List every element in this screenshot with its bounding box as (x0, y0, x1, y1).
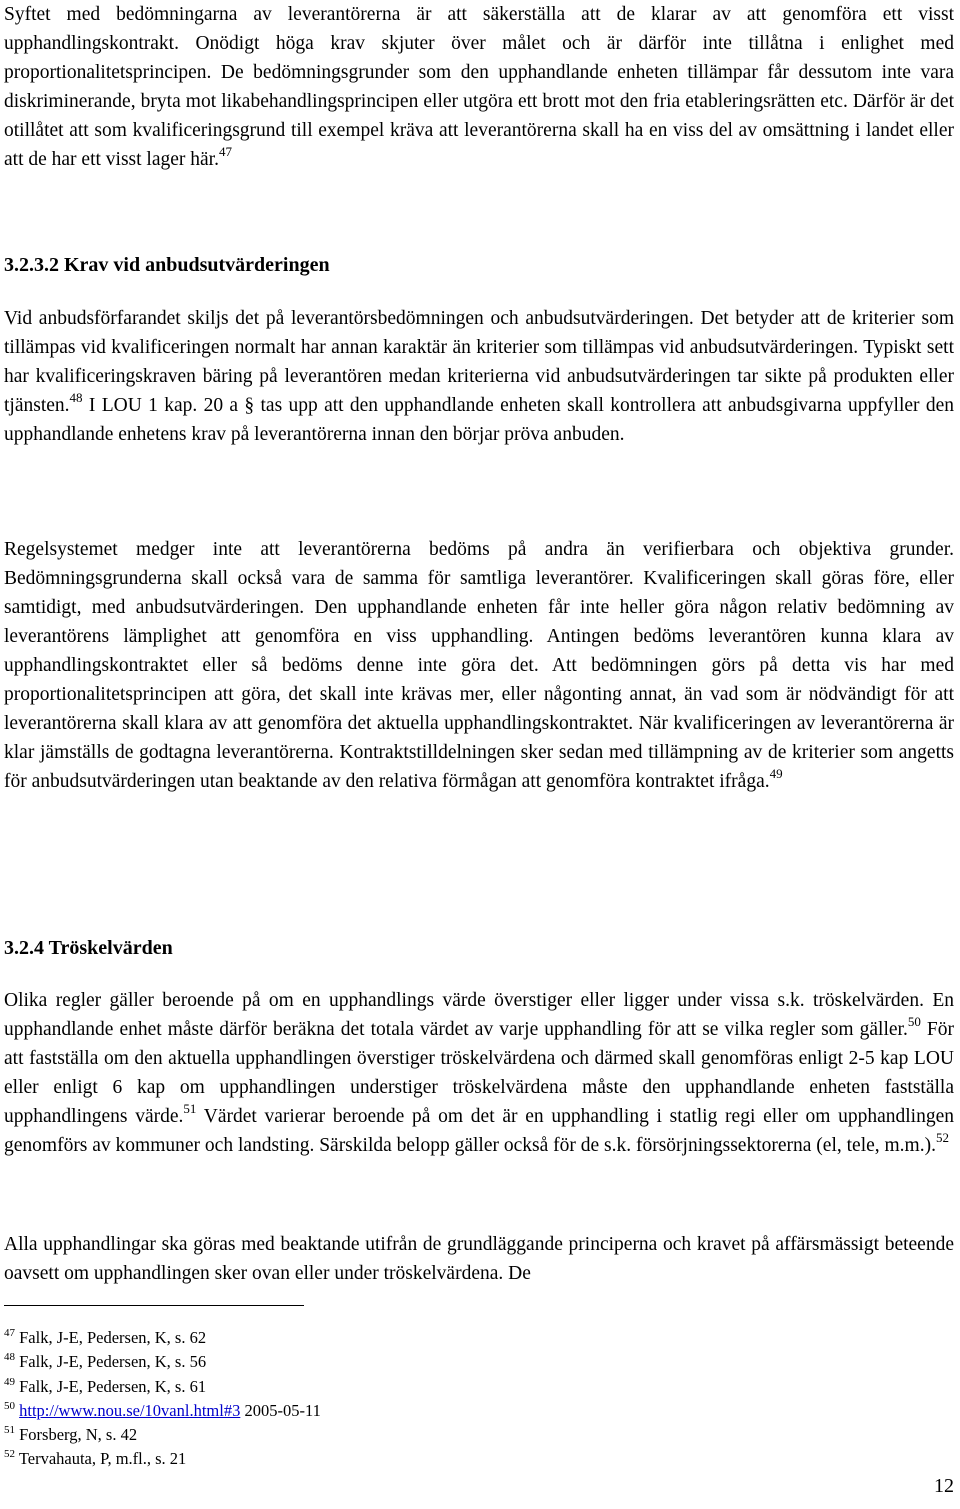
paragraph-text: Regelsystemet medger inte att leverantörerna bedöms på andra än verifierbara och objektiva grunder. Bedömningsgrunderna skall också vara de samma för samtliga leverantörer. Kvalificeringen skall göras före, eller samtidigt, med anbudsutvärderingen. Den upphandlande enheten får inte heller göra någon relativ bedömning av leverantörens lämplighet att genomföra en viss upphandling. Antingen bedöms leverantören kunna klara av upphandlingskontraktet eller så bedöms denne inte göra det. Att bedömningen görs på detta vis har med proportionalitetsprincipen att göra, det skall inte krävas mer, eller någonting annat, än vad som är nödvändigt för att leverantörerna skall klara av att genomföra det aktuella upphandlingskontraktet. När kvalificeringen av leverantörerna är klar jämställs de godtagna leverantörerna. Kontraktstilldelningen sker sedan med tillämpning av de kriterier som angetts för anbudsutvärderingen utan beaktande av den relativa förmågan att genomföra kontraktet ifråga. (4, 539, 954, 792)
footnote-number: 48 (4, 1351, 15, 1364)
footnote-text: Tervahauta, P, m.fl., s. 21 (15, 1449, 187, 1469)
paragraph-text: I LOU 1 kap. 20 a § tas upp att den upphandlande enheten skall kontrollera att anbudsgivarna uppfyller den upphandlande enhetens krav på leverantörerna innan den börjar pröva anbuden. (4, 395, 954, 445)
paragraph-text: Olika regler gäller beroende på om en upphandlings värde överstiger eller ligger under vissa s.k. tröskelvärden. En upphandlande enhet måste därför beräkna det totala värdet av varje upphandling för att se vilka regler som gäller. (4, 990, 954, 1040)
footnote-ref-48[interactable]: 48 (69, 390, 83, 405)
paragraph-text: Vid anbudsförfarandet skiljs det på leverantörsbedömningen och anbudsutvärderingen. Det betyder att de kriterier som tillämpas vid kvalificeringen normalt har annan karaktär än kriterier som tillämpas vid anbudsutvärderingen. Typiskt sett har kvalificeringskraven bäring på leverantören medan kriterierna vid anbudsutvärderingen tar sikte på produkten eller tjänsten. (4, 308, 954, 416)
footnote-text: Falk, J-E, Pedersen, K, s. 61 (15, 1376, 207, 1396)
footnote-number: 50 (4, 1399, 15, 1412)
footnote-number: 52 (4, 1448, 15, 1461)
footnote-divider (4, 1305, 304, 1306)
paragraph-regulatory-system (4, 535, 954, 796)
paragraph-text: För att fastställa om den aktuella upphandlingen överstiger tröskelvärdena och därmed skall genomföras enligt 2-5 kap LOU eller enligt 6 kap om upphandlingen understiger tröskelvärdena måste den upphandlande enheten fastställa upphandlingens värde. (4, 1019, 954, 1127)
paragraph-all-procurements: Alla upphandlingar ska göras med beaktande utifrån de grundläggande principerna och kravet på affärsmässigt beteende oavsett om upphandlingen sker ovan eller under tröskelvärdena. De (4, 1234, 954, 1284)
footnote-text: Falk, J-E, Pedersen, K, s. 62 (15, 1328, 207, 1347)
paragraph-threshold-values (4, 986, 954, 1160)
footnote-47 (4, 1326, 321, 1350)
paragraph-tender-evaluation (4, 304, 954, 449)
footnote-text: Falk, J-E, Pedersen, K, s. 56 (15, 1352, 207, 1372)
footnote-ref-50[interactable]: 50 (907, 1014, 921, 1029)
section-heading-3-2-3-2: 3.2.3.2 Krav vid anbudsutvärderingen (4, 254, 330, 276)
paragraph-qualification-purpose (4, 0, 954, 174)
paragraph-text: Värdet varierar beroende på om det är en upphandling i statlig regi eller om upphandlingen genomförs av kommuner och landsting. Särskilda belopp gäller också för de s.k. försörjningssektorerna (el, tele, m.m.). (4, 1106, 954, 1156)
section-heading-3-2-4: 3.2.4 Tröskelvärden (4, 937, 173, 959)
footnote-number: 49 (4, 1375, 15, 1388)
footnote-52 (4, 1447, 321, 1471)
paragraph-text: Syftet med bedömningarna av leverantörerna är att säkerställa att de klarar av att genomföra ett visst upphandlingskontrakt. Onödigt höga krav skjuter över målet och är därför inte tillåtna i enlighet med proportionalitetsprincipen. De bedömningsgrunder som den upphandlande enheten tillämpar får dessutom inte vara diskriminerande, bryta mot likabehandlingsprincipen eller utgöra ett brott mot den fria etableringsrätten etc. Därför är det otillåtet att som kvalificeringsgrund till exempel kräva att leverantörerna skall ha en viss del av omsättning i landet eller att de har ett visst lager här. (4, 4, 954, 170)
footnote-49 (4, 1375, 321, 1399)
footnote-48 (4, 1350, 321, 1374)
footnote-ref-52[interactable]: 52 (935, 1130, 949, 1145)
footnote-number: 47 (4, 1327, 15, 1339)
footnote-text: 2005-05-11 (240, 1400, 321, 1420)
page-number: 12 (934, 1475, 954, 1497)
footnote-link[interactable]: http://www.nou.se/10vanl.html#3 (19, 1400, 241, 1420)
footnote-ref-47[interactable]: 47 (218, 144, 232, 159)
footnotes-list (4, 1326, 321, 1472)
footnote-text: Forsberg, N, s. 42 (15, 1425, 138, 1445)
footnote-number: 51 (4, 1424, 15, 1437)
footnote-51 (4, 1423, 321, 1447)
footnote-ref-49[interactable]: 49 (769, 766, 783, 781)
footnote-50 (4, 1399, 321, 1423)
footnote-ref-51[interactable]: 51 (183, 1101, 197, 1116)
